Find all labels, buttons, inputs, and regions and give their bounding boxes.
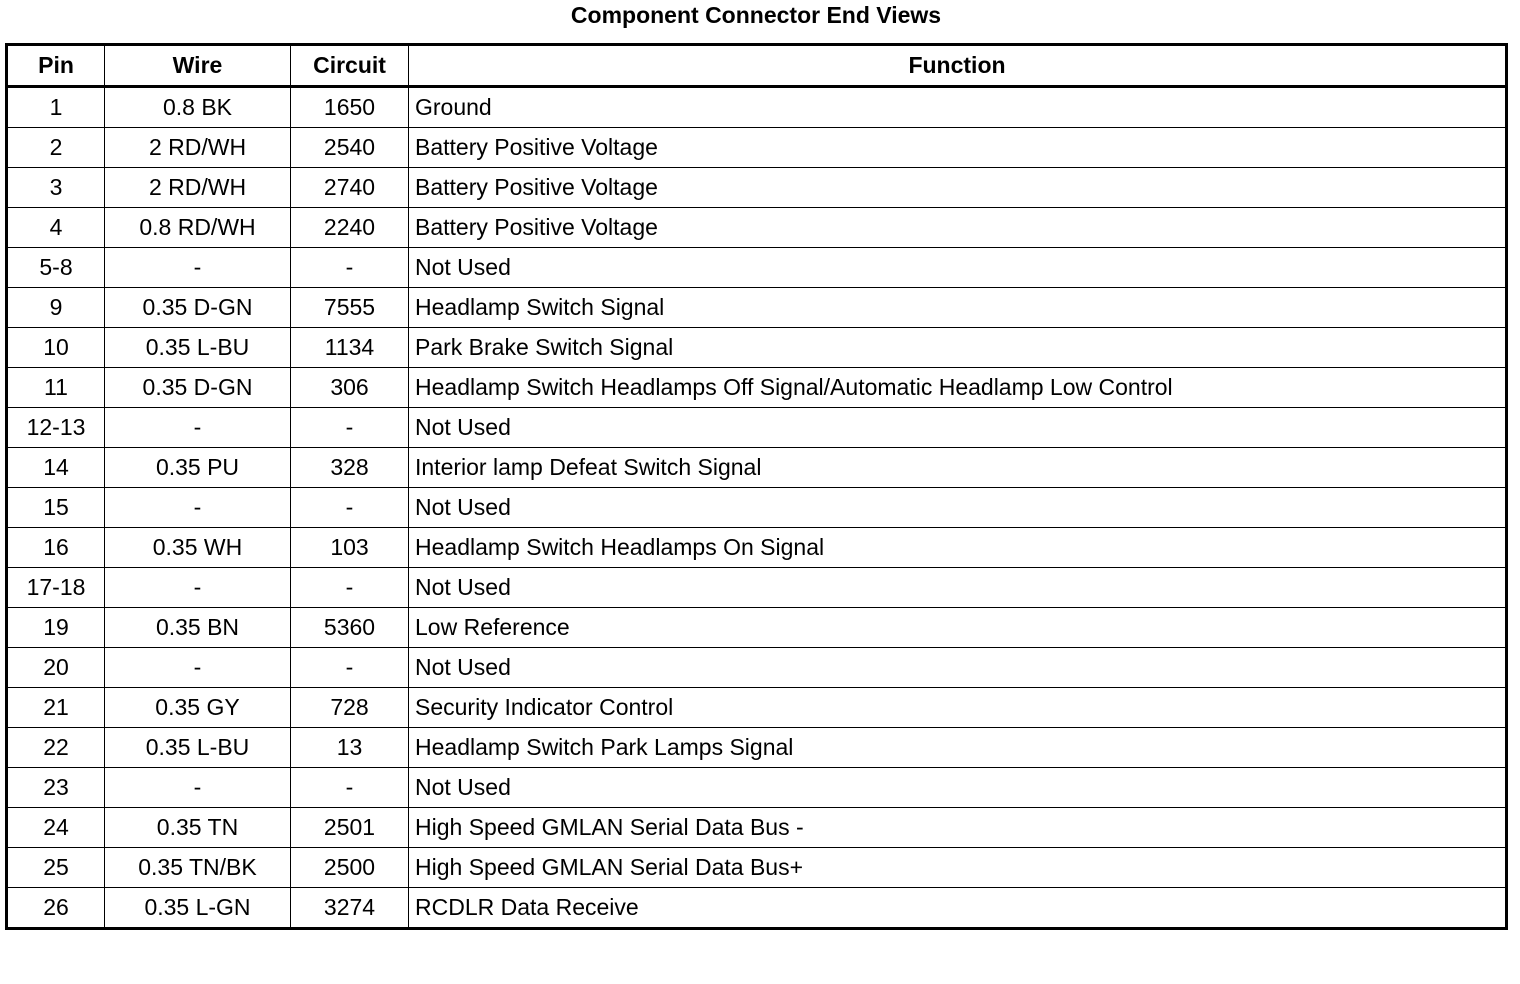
function-cell: Not Used: [409, 568, 1507, 608]
pin-cell: 14: [7, 448, 105, 488]
pin-cell: 12-13: [7, 408, 105, 448]
wire-cell: 0.8 RD/WH: [105, 208, 291, 248]
function-cell: Park Brake Switch Signal: [409, 328, 1507, 368]
function-cell: Battery Positive Voltage: [409, 208, 1507, 248]
wire-cell: 0.35 GY: [105, 688, 291, 728]
table-row: [7, 808, 1507, 848]
column-header-pin: Pin: [7, 45, 105, 87]
table-row: [7, 768, 1507, 808]
function-cell: High Speed GMLAN Serial Data Bus -: [409, 808, 1507, 848]
wire-cell: 0.35 L-BU: [105, 728, 291, 768]
circuit-cell: 2501: [291, 808, 409, 848]
pin-cell: 21: [7, 688, 105, 728]
circuit-cell: 7555: [291, 288, 409, 328]
pin-cell: 22: [7, 728, 105, 768]
pin-cell: 11: [7, 368, 105, 408]
table-row: [7, 648, 1507, 688]
pin-cell: 3: [7, 168, 105, 208]
function-cell: Interior lamp Defeat Switch Signal: [409, 448, 1507, 488]
table-row: [7, 368, 1507, 408]
circuit-cell: 5360: [291, 608, 409, 648]
page-title: Component Connector End Views: [570, 2, 942, 28]
function-cell: Ground: [409, 87, 1507, 128]
function-cell: Security Indicator Control: [409, 688, 1507, 728]
circuit-cell: -: [291, 768, 409, 808]
wire-cell: 0.35 L-GN: [105, 888, 291, 929]
column-header-function: Function: [409, 45, 1507, 87]
wire-cell: 0.35 TN/BK: [105, 848, 291, 888]
table-row: [7, 168, 1507, 208]
function-cell: Not Used: [409, 408, 1507, 448]
wire-cell: 0.35 L-BU: [105, 328, 291, 368]
circuit-cell: -: [291, 248, 409, 288]
pin-cell: 26: [7, 888, 105, 929]
table-row: [7, 888, 1507, 929]
pin-cell: 24: [7, 808, 105, 848]
circuit-cell: 1134: [291, 328, 409, 368]
wire-cell: -: [105, 248, 291, 288]
wire-cell: -: [105, 568, 291, 608]
pin-cell: 9: [7, 288, 105, 328]
table-row: [7, 848, 1507, 888]
table-row: [7, 208, 1507, 248]
table-row: [7, 688, 1507, 728]
function-cell: Headlamp Switch Signal: [409, 288, 1507, 328]
wire-cell: 2 RD/WH: [105, 128, 291, 168]
circuit-cell: -: [291, 488, 409, 528]
pin-cell: 1: [7, 87, 105, 128]
table-row: [7, 87, 1507, 128]
pin-cell: 16: [7, 528, 105, 568]
pin-cell: 4: [7, 208, 105, 248]
table-row: [7, 128, 1507, 168]
function-cell: Not Used: [409, 648, 1507, 688]
function-cell: Battery Positive Voltage: [409, 168, 1507, 208]
circuit-cell: 2740: [291, 168, 409, 208]
wire-cell: 0.35 WH: [105, 528, 291, 568]
wire-cell: 0.35 D-GN: [105, 368, 291, 408]
circuit-cell: 13: [291, 728, 409, 768]
pin-cell: 23: [7, 768, 105, 808]
function-cell: Not Used: [409, 768, 1507, 808]
circuit-cell: 2540: [291, 128, 409, 168]
function-cell: Headlamp Switch Headlamps On Signal: [409, 528, 1507, 568]
circuit-cell: 3274: [291, 888, 409, 929]
table-row: [7, 608, 1507, 648]
pin-cell: 19: [7, 608, 105, 648]
circuit-cell: 306: [291, 368, 409, 408]
function-cell: Low Reference: [409, 608, 1507, 648]
function-cell: Not Used: [409, 248, 1507, 288]
table-row: [7, 568, 1507, 608]
table-row: [7, 728, 1507, 768]
function-cell: RCDLR Data Receive: [409, 888, 1507, 929]
table-row: [7, 328, 1507, 368]
table-row: [7, 248, 1507, 288]
column-header-circuit: Circuit: [291, 45, 409, 87]
pin-cell: 15: [7, 488, 105, 528]
pin-cell: 25: [7, 848, 105, 888]
wire-cell: -: [105, 648, 291, 688]
wire-cell: 0.35 TN: [105, 808, 291, 848]
wire-cell: 0.35 D-GN: [105, 288, 291, 328]
circuit-cell: 2240: [291, 208, 409, 248]
circuit-cell: 2500: [291, 848, 409, 888]
table-row: [7, 408, 1507, 448]
circuit-cell: -: [291, 648, 409, 688]
wire-cell: -: [105, 768, 291, 808]
circuit-cell: 728: [291, 688, 409, 728]
circuit-cell: 103: [291, 528, 409, 568]
function-cell: High Speed GMLAN Serial Data Bus+: [409, 848, 1507, 888]
wire-cell: 0.8 BK: [105, 87, 291, 128]
function-cell: Not Used: [409, 488, 1507, 528]
wire-cell: -: [105, 408, 291, 448]
column-header-wire: Wire: [105, 45, 291, 87]
circuit-cell: -: [291, 408, 409, 448]
circuit-cell: 1650: [291, 87, 409, 128]
pin-cell: 2: [7, 128, 105, 168]
function-cell: Headlamp Switch Park Lamps Signal: [409, 728, 1507, 768]
table-row: [7, 528, 1507, 568]
wire-cell: 0.35 BN: [105, 608, 291, 648]
table-row: [7, 488, 1507, 528]
function-cell: Headlamp Switch Headlamps Off Signal/Automatic Headlamp Low Control: [409, 368, 1507, 408]
pin-cell: 20: [7, 648, 105, 688]
wire-cell: 0.35 PU: [105, 448, 291, 488]
connector-pinout-table: [5, 43, 1508, 930]
table-body: [7, 87, 1507, 929]
pin-cell: 17-18: [7, 568, 105, 608]
circuit-cell: -: [291, 568, 409, 608]
table-row: [7, 448, 1507, 488]
wire-cell: -: [105, 488, 291, 528]
pin-cell: 10: [7, 328, 105, 368]
table-header-row: [7, 45, 1507, 87]
function-cell: Battery Positive Voltage: [409, 128, 1507, 168]
circuit-cell: 328: [291, 448, 409, 488]
wire-cell: 2 RD/WH: [105, 168, 291, 208]
pin-cell: 5-8: [7, 248, 105, 288]
table-row: [7, 288, 1507, 328]
